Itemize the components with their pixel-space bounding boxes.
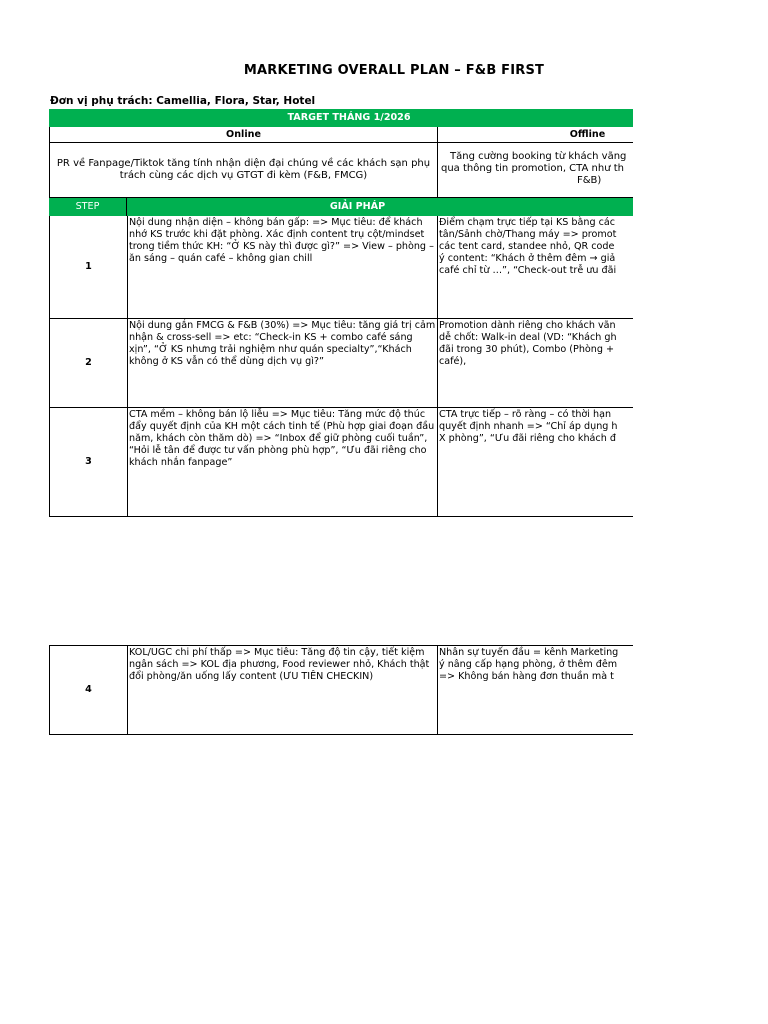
offline-line: tân/Sảnh chờ/Thang máy => promot [439,229,617,240]
offline-line: các tent card, standee nhỏ, QR code [439,241,615,252]
offline-target-line: Tăng cường booking từ khách vãng [450,151,627,162]
step-number: 3 [49,408,128,517]
online-header: Online [49,127,438,143]
offline-header: Offline [437,127,633,143]
step-online-solution: KOL/UGC chi phí thấp => Mục tiêu: Tăng độ tin cậy, tiết kiệm ngân sách => KOL địa phương, Food reviewer nhỏ, Khách thật đổi phòng/ăn uống lấy content (ƯU TIÊN CHECKIN) [127,645,438,735]
step-online-solution: Nội dung gắn FMCG & F&B (30%) => Mục tiêu: tăng giá trị cảm nhận & cross-sell => etc: “Check-in KS + combo café sáng xịn”, “Ở KS nhưng trải nghiệm như quán specialty”,“Khách không ở KS vẫn có thể dùng dịch vụ gì?” [127,319,438,408]
offline-line: ý content: “Khách ở thêm đêm → giả [439,253,616,264]
step-online-solution: Nội dung nhận diện – không bán gấp: => Mục tiêu: để khách nhớ KS trước khi đặt phòng. Xác định content trụ cột/mindset trong tiềm thức KH: “Ở KS này thì được gì?” => View – phòng – ăn sáng – quán café – không gian chill [127,216,438,319]
page-title: MARKETING OVERALL PLAN – F&B FIRST [243,63,545,78]
step-online-solution: CTA mềm – không bán lộ liễu => Mục tiêu: Tăng mức độ thúc đẩy quyết định của KH một cách tinh tế (Phù hợp giai đoạn đầu năm, khách còn thăm dò) => “Inbox để giữ phòng cuối tuần”, “Hỏi lễ tân để được tư vấn phòng phù hợp”, “Ưu đãi riêng cho khách nhắn fanpage” [127,408,438,517]
offline-target [437,143,633,198]
offline-line: CTA trực tiếp – rõ ràng – có thời hạn [439,409,612,420]
plan-table [49,109,633,749]
step-header: STEP [49,198,127,216]
step-offline-solution [437,216,633,319]
offline-line: Điểm chạm trực tiếp tại KS bằng các [439,217,616,228]
offline-target-line: qua thông tin promotion, CTA như th [441,163,624,174]
step-number: 4 [49,645,128,735]
offline-line: X phòng”, “Ưu đãi riêng cho khách đ [439,433,616,444]
target-header: TARGET THÁNG 1/2026 [49,109,633,127]
online-target: PR về Fanpage/Tiktok tăng tính nhận diện đại chúng về các khách sạn phụ trách cùng các dịch vụ GTGT đi kèm (F&B, FMCG) [49,143,438,198]
offline-line: quyết định nhanh => “Chỉ áp dụng h [439,421,618,432]
offline-line: ý nâng cấp hạng phòng, ở thêm đêm [439,659,618,670]
solution-header: GIẢI PHÁP [127,198,633,216]
step-offline-solution [437,408,633,517]
step-offline-solution [437,319,633,408]
offline-line: Promotion dành riêng cho khách vãn [439,320,616,331]
offline-line: dễ chốt: Walk-in deal (VD: “Khách gh [439,332,617,343]
offline-line: => Không bán hàng đơn thuần mà t [439,671,614,682]
offline-line: café chỉ từ …”, “Check-out trễ ưu đãi [439,265,617,276]
offline-target-line: F&B) [577,175,602,186]
responsible-unit: Đơn vị phụ trách: Camellia, Flora, Star, Hotel [50,95,316,107]
offline-line: Nhân sự tuyến đầu = kênh Marketing [439,647,619,658]
step-number: 2 [49,319,128,408]
step-offline-solution [437,645,633,735]
step-number: 1 [49,216,128,319]
offline-line: café), [439,356,467,367]
offline-line: đãi trong 30 phút), Combo (Phòng + [439,344,615,355]
